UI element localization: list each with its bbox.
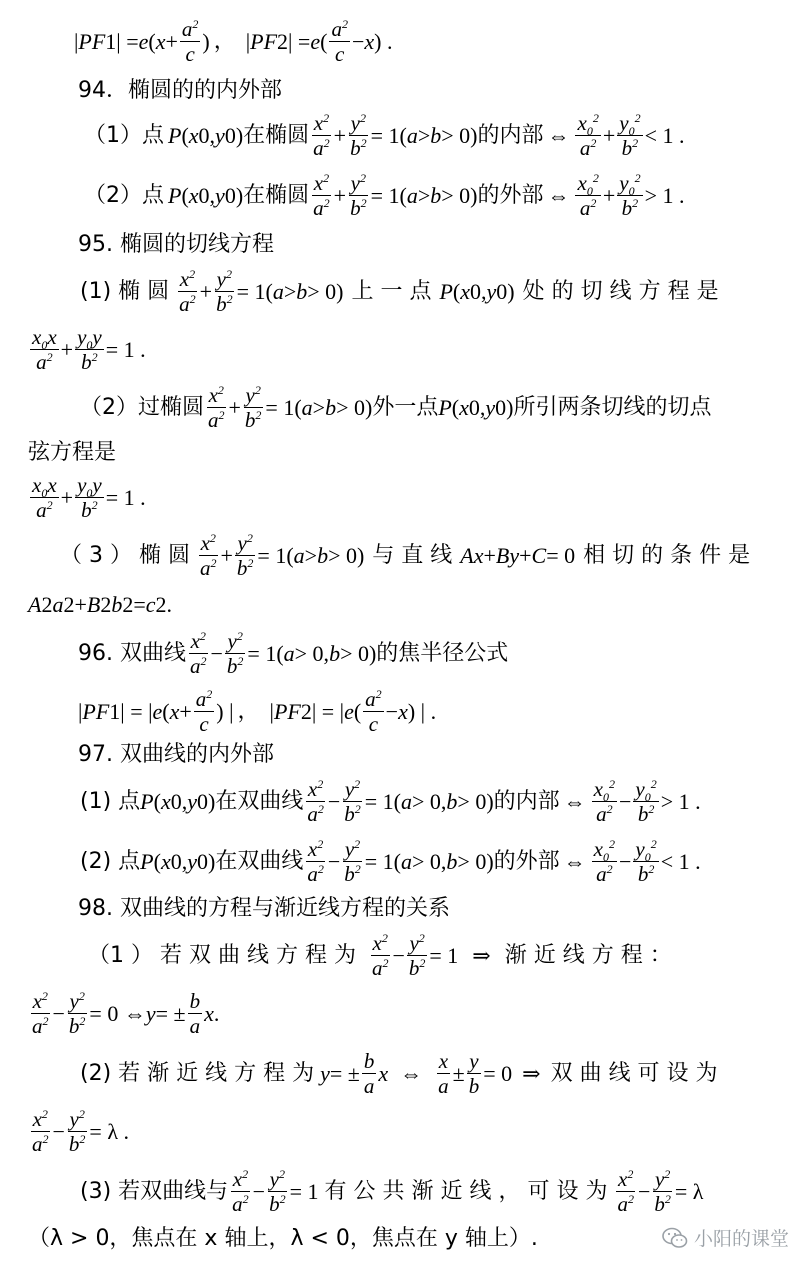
wechat-icon	[662, 1227, 688, 1249]
s97-item-2: (2) 点 P ( x 0 , y 0 ) 在双曲线 $\frac{x^2}{a^2}$ − $\frac{y^2}{b^2}$ = 1( a > 0, b > 0) 的外部 ⇔ $\frac{x_0^2}{a^2}$ − $\frac{y_0^2}{b^2}$ < 1 .	[80, 837, 701, 887]
section-96-title: 96. 双曲线 $\frac{x^2}{a^2}$ − $\frac{y^2}{b^2}$ = 1( a > 0, b > 0) 的焦半径公式	[78, 629, 509, 679]
separator: ，	[213, 28, 236, 54]
s95-item-2-result: $\frac{x_0x}{a^2}$ + $\frac{y_0y}{b^2}$ = 1 .	[32, 473, 146, 523]
s95-item-3: （ 3 ） 椭 圆 $\frac{x^2}{a^2}$ + $\frac{y^2}{b^2}$ = 1( a > b > 0) 与 直 线 Ax + By + C = 0 相 切 的 条 件 是	[60, 531, 751, 581]
s97-item-1: (1) 点 P ( x 0 , y 0 ) 在双曲线 $\frac{x^2}{a^2}$ − $\frac{y^2}{b^2}$ = 1( a > 0, b > 0) 的内部 ⇔ $\frac{x_0^2}{a^2}$ − $\frac{y_0^2}{b^2}$ > 1 .	[80, 777, 701, 827]
s98-item-3: (3) 若双曲线与 $\frac{x^2}{a^2}$ − $\frac{y^2}{b^2}$ = 1 有 公 共 渐 近 线 ， 可 设 为 $\frac{x^2}{a^2}$ − $\frac{y^2}{b^2}$ = λ	[80, 1167, 704, 1217]
s94-item-2: （2）点 P ( x 0 , y 0 ) 在椭圆 $\frac{x^2}{a^2}$ + $\frac{y^2}{b^2}$ = 1( a > b > 0) 的外部 ⇔ $\frac{x_0^2}{a^2}$ + $\frac{y_0^2}{b^2}$ > 1 .	[84, 171, 685, 221]
hyperbola-focal-radius-formula: | PF 1 | = | e ( x + $\frac{a^2}{c}$ ) | ， | PF 2 | = | e ( $\frac{a^2}{c}$ − x ) | .	[78, 687, 437, 737]
s95-item-2: （2）过椭圆 $\frac{x^2}{a^2}$ + $\frac{y^2}{b^2}$ = 1( a > b > 0) 外一点 P ( x 0 , y 0 ) 所引两条切线的切点	[80, 383, 712, 433]
s98-item-2-result: $\frac{x^2}{a^2}$ − $\frac{y^2}{b^2}$ = λ .	[32, 1107, 129, 1157]
s98-item-2: (2) 若 渐 近 线 方 程 为 y = ± $\frac{b}{a}$ x ⇔ $\frac{x}{a}$ ± $\frac{y}{b}$ = 0 ⇒ 双 曲 线 可 设 为	[80, 1049, 718, 1099]
section-95-title: 95. 椭圆的切线方程	[78, 232, 274, 257]
section-97-title: 97. 双曲线的内外部	[78, 742, 274, 767]
watermark-text: 小阳的课堂	[693, 1228, 789, 1250]
s95-item-1: (1) 椭 圆 $\frac{x^2}{a^2}$ + $\frac{y^2}{b^2}$ = 1( a > b > 0) 上 一 点 P ( x 0 , y 0 ) 处 的 切 线 方 程 是	[80, 267, 719, 317]
s98-note: （λ > 0，焦点在 x 轴上，λ < 0，焦点在 y 轴上）.	[28, 1226, 538, 1251]
watermark	[662, 1224, 789, 1251]
s95-item-2-cont: 弦方程是	[28, 440, 117, 465]
section-94-title: 94．椭圆的的内外部	[78, 78, 282, 103]
s95-item-1-result: $\frac{x_0x}{a^2}$ + $\frac{y_0y}{b^2}$ = 1 .	[32, 325, 146, 375]
s98-item-1: （1 ） 若 双 曲 线 方 程 为 $\frac{x^2}{a^2}$ − $\frac{y^2}{b^2}$ = 1 ⇒ 渐 近 线 方 程 ：	[88, 931, 672, 981]
ellipse-focal-radius-formula: | PF 1 | = e ( x + $\frac{a^2}{c}$ ) ， | PF 2 | = e ( $\frac{a^2}{c}$ − x ) .	[74, 17, 393, 67]
s98-item-1-result: $\frac{x^2}{a^2}$ − $\frac{y^2}{b^2}$ = 0 ⇔ y = ± $\frac{b}{a}$ x .	[32, 989, 220, 1039]
section-98-title: 98. 双曲线的方程与渐近线方程的关系	[78, 896, 450, 921]
s94-item-1: （1）点 P ( x 0 , y 0 ) 在椭圆 $\frac{x^2}{a^2}$ + $\frac{y^2}{b^2}$ = 1( a > b > 0) 的内部 ⇔ $\frac{x_0^2}{a^2}$ + $\frac{y_0^2}{b^2}$ < 1 .	[84, 111, 685, 161]
s95-item-3-result: A 2 a 2 + B 2 b 2 = c 2 .	[28, 592, 173, 617]
